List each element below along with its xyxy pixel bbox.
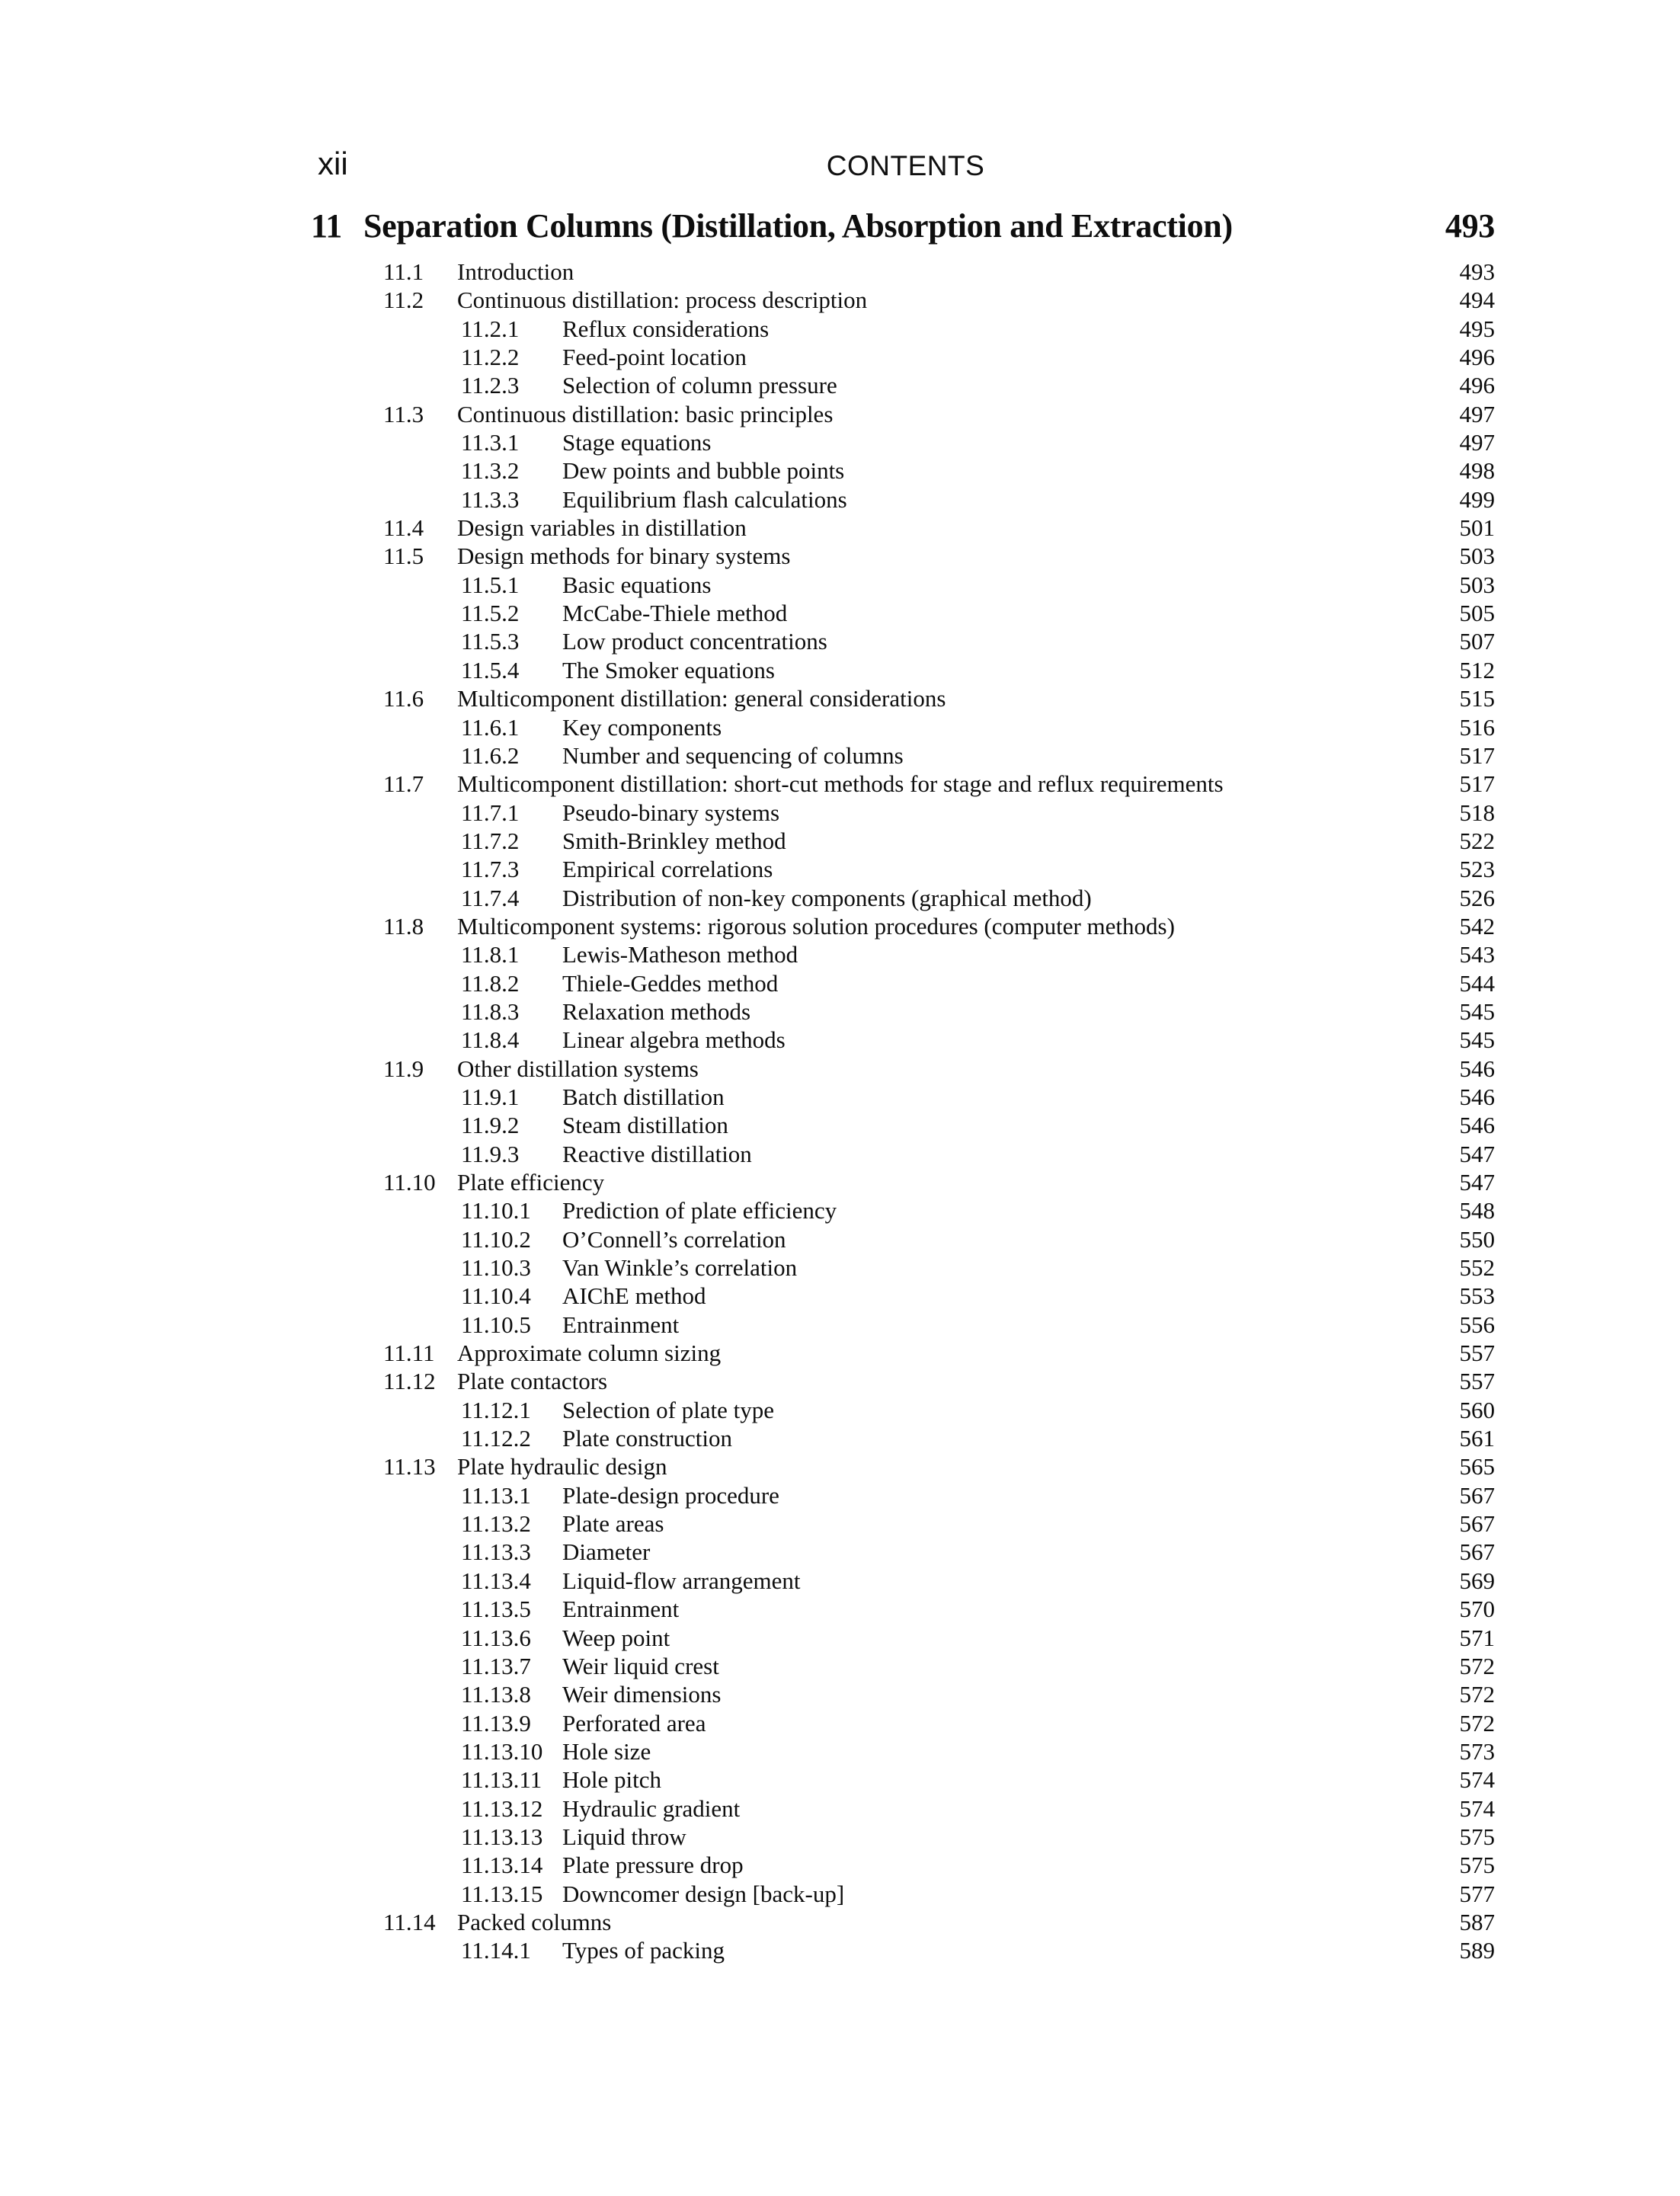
toc-entry (383, 1652, 1495, 1680)
toc-entry-page: 518 (1459, 799, 1495, 826)
toc-entry-title: O’Connell’s correlation (562, 1225, 786, 1253)
toc-entry (383, 912, 1495, 940)
toc-entry (383, 1936, 1495, 1964)
toc-entry-title: Entrainment (562, 1311, 680, 1338)
toc-entry-page: 587 (1459, 1908, 1495, 1935)
toc-entry-page: 526 (1459, 884, 1495, 911)
toc-entry (383, 1851, 1495, 1879)
toc-entry-page: 505 (1459, 600, 1495, 627)
toc-entry-title: Continuous distillation: process description (457, 287, 868, 314)
toc-entry-page: 570 (1459, 1596, 1495, 1623)
toc-entry-page: 573 (1459, 1737, 1495, 1765)
toc-entry-number: 11.7.2 (461, 827, 520, 854)
toc-entry (383, 571, 1495, 599)
toc-entry (383, 827, 1495, 855)
toc-entry-page: 560 (1459, 1396, 1495, 1423)
toc-entry-page: 571 (1459, 1624, 1495, 1651)
toc-entry-page: 567 (1459, 1481, 1495, 1509)
toc-entry-number: 11.5.1 (461, 571, 520, 598)
toc-entry-title: Plate efficiency (457, 1169, 605, 1196)
toc-entry-title: Hole pitch (562, 1766, 661, 1794)
toc-entry-page: 575 (1459, 1852, 1495, 1879)
toc-entry-page: 565 (1459, 1453, 1495, 1481)
toc-entry-number: 11.13.11 (461, 1766, 542, 1794)
toc-entry-page: 545 (1459, 997, 1495, 1025)
toc-entry (383, 1253, 1495, 1282)
toc-entry-number: 11.5 (383, 543, 424, 570)
toc-entry-title: Liquid-flow arrangement (562, 1567, 801, 1594)
chapter-title: Separation Columns (Distillation, Absorption and Extraction) (363, 207, 1233, 245)
toc-entry-title: Equilibrium flash calculations (562, 485, 847, 513)
toc-entry (383, 684, 1495, 712)
toc-entry-title: Reflux considerations (562, 315, 770, 342)
toc-entry-title: Plate-design procedure (562, 1481, 779, 1509)
toc-entry-number: 11.8.4 (461, 1026, 520, 1054)
toc-entry-number: 11.13.8 (461, 1681, 531, 1708)
chapter-number: 11 (311, 207, 342, 245)
toc-entry-number: 11.8.3 (461, 997, 520, 1025)
toc-entry-page: 552 (1459, 1254, 1495, 1282)
toc-entry-title: Low product concentrations (562, 628, 827, 655)
toc-entry-number: 11.13 (383, 1453, 436, 1481)
toc-entry-number: 11.9.1 (461, 1083, 520, 1110)
toc-entry (383, 1055, 1495, 1083)
toc-entry-page: 493 (1459, 258, 1495, 285)
toc-entry (383, 599, 1495, 627)
toc-entry-title: Plate contactors (457, 1368, 608, 1395)
toc-entry-page: 517 (1459, 770, 1495, 798)
toc-entry-page: 498 (1459, 457, 1495, 485)
toc-entry-page: 567 (1459, 1510, 1495, 1538)
toc-entry (383, 1538, 1495, 1566)
toc-entry (383, 1452, 1495, 1481)
toc-entry (383, 1709, 1495, 1737)
toc-entry (383, 1680, 1495, 1708)
toc-entry-number: 11.3 (383, 400, 424, 427)
toc-entry-title: Selection of plate type (562, 1396, 775, 1423)
toc-entry-title: Downcomer design [back-up] (562, 1880, 845, 1907)
toc-entry (383, 1624, 1495, 1652)
toc-entry-title: Weir liquid crest (562, 1652, 719, 1679)
toc-entry (383, 656, 1495, 684)
toc-entry-number: 11.8.2 (461, 969, 520, 997)
toc-entry (383, 713, 1495, 741)
toc-entry-page: 572 (1459, 1709, 1495, 1737)
toc-entry-page: 503 (1459, 543, 1495, 570)
toc-entry-number: 11.2 (383, 287, 424, 314)
toc-entry-number: 11.13.15 (461, 1880, 543, 1907)
toc-entry-page: 503 (1459, 571, 1495, 598)
toc-entry (383, 1111, 1495, 1139)
toc-entry-number: 11.7.1 (461, 799, 520, 826)
toc-entry-number: 11.10.1 (461, 1197, 531, 1224)
toc-entry-page: 545 (1459, 1026, 1495, 1054)
toc-entry-title: Stage equations (562, 429, 712, 456)
toc-entry-number: 11.13.2 (461, 1510, 531, 1538)
toc-entry-page: 574 (1459, 1794, 1495, 1822)
toc-entry-title: Hole size (562, 1737, 651, 1765)
toc-entry-number: 11.13.5 (461, 1596, 531, 1623)
toc-entry-title: Thiele-Geddes method (562, 969, 779, 997)
toc-entry (383, 799, 1495, 827)
toc-entry-number: 11.13.6 (461, 1624, 531, 1651)
toc-entry-title: Van Winkle’s correlation (562, 1254, 798, 1282)
toc-entry-number: 11.10.3 (461, 1254, 531, 1282)
toc-entry-page: 589 (1459, 1937, 1495, 1964)
toc-entry-title: AIChE method (562, 1282, 706, 1310)
toc-entry-number: 11.13.10 (461, 1737, 543, 1765)
toc-entry-title: Weir dimensions (562, 1681, 722, 1708)
toc-entry-number: 11.10 (383, 1169, 436, 1196)
toc-entry-page: 543 (1459, 941, 1495, 968)
toc-entry (383, 315, 1495, 343)
toc-entry-page: 501 (1459, 514, 1495, 542)
toc-entry-title: Feed-point location (562, 344, 747, 371)
toc-entry-number: 11.14.1 (461, 1937, 531, 1964)
toc-entry (383, 940, 1495, 968)
toc-entry-number: 11.3.3 (461, 485, 520, 513)
toc-entry-title: Weep point (562, 1624, 670, 1651)
toc-entry-number: 11.10.5 (461, 1311, 531, 1338)
toc-entry-page: 550 (1459, 1225, 1495, 1253)
toc-entry-title: Entrainment (562, 1596, 680, 1623)
toc-entry-number: 11.13.4 (461, 1567, 531, 1594)
toc-entry (383, 1083, 1495, 1111)
toc-entry (383, 1026, 1495, 1054)
folio-page-number: xii (318, 146, 348, 181)
toc-entry-page: 572 (1459, 1681, 1495, 1708)
toc-entry-number: 11.9.3 (461, 1140, 520, 1167)
toc-entry-title: Smith-Brinkley method (562, 827, 786, 854)
toc-entry (383, 1481, 1495, 1509)
toc-entry-title: Key components (562, 713, 722, 741)
toc-entry-title: Design variables in distillation (457, 514, 747, 542)
toc-entry-number: 11.14 (383, 1908, 436, 1935)
toc-entry (383, 1765, 1495, 1794)
toc-entry-title: Lewis-Matheson method (562, 941, 798, 968)
toc-entry-page: 567 (1459, 1538, 1495, 1566)
toc-entry (383, 997, 1495, 1026)
toc-entry (383, 400, 1495, 428)
toc-entry-page: 553 (1459, 1282, 1495, 1310)
toc-entry (383, 741, 1495, 770)
toc-entry (383, 1737, 1495, 1765)
toc-entry (383, 1311, 1495, 1339)
toc-entry-page: 516 (1459, 713, 1495, 741)
toc-entry-page: 561 (1459, 1425, 1495, 1452)
toc-entry-title: Plate areas (562, 1510, 664, 1538)
toc-entry-page: 548 (1459, 1197, 1495, 1224)
toc-entry (383, 1196, 1495, 1224)
toc-entry-title: Selection of column pressure (562, 372, 837, 399)
toc-entry (383, 884, 1495, 912)
toc-entry-title: Relaxation methods (562, 997, 751, 1025)
toc-entry (383, 1225, 1495, 1253)
toc-entry (383, 1140, 1495, 1168)
toc-entry-title: Multicomponent systems: rigorous solution procedures (computer methods) (457, 912, 1175, 940)
toc-entry-number: 11.3.2 (461, 457, 520, 485)
toc-entry-title: Empirical correlations (562, 856, 773, 883)
toc-entry (383, 542, 1495, 570)
toc-entry-number: 11.5.3 (461, 628, 520, 655)
toc-entry-title: Multicomponent distillation: short-cut methods for stage and reflux requirements (457, 770, 1224, 798)
toc-entry-title: Packed columns (457, 1908, 612, 1935)
toc-entry-title: Plate pressure drop (562, 1852, 744, 1879)
toc-entry (383, 1339, 1495, 1367)
toc-entry-number: 11.2.2 (461, 344, 520, 371)
toc-entry-title: Multicomponent distillation: general considerations (457, 685, 946, 712)
toc-entry-page: 494 (1459, 287, 1495, 314)
toc-entry (383, 969, 1495, 997)
toc-entry-page: 575 (1459, 1823, 1495, 1850)
toc-entry-page: 495 (1459, 315, 1495, 342)
toc-entry-number: 11.5.4 (461, 656, 520, 683)
toc-entry-title: Other distillation systems (457, 1055, 699, 1082)
toc-entry (383, 1168, 1495, 1196)
toc-entry-page: 496 (1459, 344, 1495, 371)
toc-entry-number: 11.1 (383, 258, 424, 285)
toc-entry-number: 11.13.3 (461, 1538, 531, 1566)
toc-entry-number: 11.13.14 (461, 1852, 543, 1879)
toc-entry (383, 770, 1495, 798)
toc-entry-number: 11.9 (383, 1055, 424, 1082)
toc-entry (383, 485, 1495, 514)
toc-entry-title: Dew points and bubble points (562, 457, 845, 485)
toc-list (383, 258, 1495, 1965)
toc-entry-number: 11.6 (383, 685, 424, 712)
toc-entry-title: Liquid throw (562, 1823, 686, 1850)
toc-entry-number: 11.10.4 (461, 1282, 531, 1310)
toc-entry-number: 11.13.1 (461, 1481, 531, 1509)
toc-entry-title: Types of packing (562, 1937, 725, 1964)
toc-entry-title: Linear algebra methods (562, 1026, 786, 1054)
toc-entry-title: Basic equations (562, 571, 712, 598)
toc-entry-title: McCabe-Thiele method (562, 600, 788, 627)
toc-entry-page: 547 (1459, 1140, 1495, 1167)
toc-entry (383, 428, 1495, 456)
toc-entry (383, 514, 1495, 542)
toc-entry (383, 1823, 1495, 1851)
toc-entry-number: 11.11 (383, 1340, 435, 1367)
toc-entry (383, 1908, 1495, 1936)
toc-entry-number: 11.7.3 (461, 856, 520, 883)
toc-entry-page: 523 (1459, 856, 1495, 883)
toc-entry (383, 1282, 1495, 1310)
toc-entry-page: 546 (1459, 1083, 1495, 1110)
toc-entry-title: Introduction (457, 258, 574, 285)
toc-entry-page: 499 (1459, 485, 1495, 513)
toc-entry (383, 1880, 1495, 1908)
toc-entry-title: The Smoker equations (562, 656, 775, 683)
toc-entry-title: Number and sequencing of columns (562, 741, 904, 769)
toc-entry-title: Prediction of plate efficiency (562, 1197, 837, 1224)
toc-entry-page: 517 (1459, 741, 1495, 769)
chapter-page-number: 493 (1445, 207, 1495, 245)
toc-entry-title: Plate hydraulic design (457, 1453, 667, 1481)
toc-entry (383, 1794, 1495, 1823)
toc-entry-title: Design methods for binary systems (457, 543, 791, 570)
toc-entry-number: 11.7.4 (461, 884, 520, 911)
toc-entry (383, 343, 1495, 371)
toc-entry-number: 11.13.7 (461, 1652, 531, 1679)
toc-entry-title: Hydraulic gradient (562, 1794, 741, 1822)
toc-entry (383, 1509, 1495, 1538)
toc-entry-page: 572 (1459, 1652, 1495, 1679)
toc-entry-title: Distribution of non-key components (graphical method) (562, 884, 1092, 911)
running-head-title: CONTENTS (826, 150, 985, 181)
toc-entry-title: Diameter (562, 1538, 651, 1566)
toc-entry-page: 557 (1459, 1368, 1495, 1395)
toc-entry-number: 11.12.2 (461, 1425, 531, 1452)
toc-entry-number: 11.12.1 (461, 1396, 531, 1423)
toc-entry-page: 515 (1459, 685, 1495, 712)
toc-entry (383, 1367, 1495, 1395)
toc-entry-page: 557 (1459, 1340, 1495, 1367)
toc-entry-number: 11.13.13 (461, 1823, 543, 1850)
toc-entry-title: Plate construction (562, 1425, 732, 1452)
toc-entry-page: 547 (1459, 1169, 1495, 1196)
toc-entry-title: Batch distillation (562, 1083, 725, 1110)
toc-entry-number: 11.13.9 (461, 1709, 531, 1737)
toc-entry-page: 507 (1459, 628, 1495, 655)
toc-entry-number: 11.8.1 (461, 941, 520, 968)
toc-entry-title: Continuous distillation: basic principles (457, 400, 834, 427)
toc-entry (383, 371, 1495, 399)
toc-entry (383, 1595, 1495, 1623)
toc-entry-number: 11.13.12 (461, 1794, 543, 1822)
toc-entry-number: 11.6.1 (461, 713, 520, 741)
toc-entry-number: 11.6.2 (461, 741, 520, 769)
toc-entry-page: 542 (1459, 912, 1495, 940)
toc-entry-number: 11.5.2 (461, 600, 520, 627)
toc-entry-title: Pseudo-binary systems (562, 799, 780, 826)
toc-entry-page: 512 (1459, 656, 1495, 683)
toc-entry (383, 258, 1495, 286)
toc-entry (383, 627, 1495, 655)
toc-entry-page: 546 (1459, 1112, 1495, 1139)
toc-entry (383, 1424, 1495, 1452)
toc-entry-number: 11.7 (383, 770, 424, 798)
toc-entry (383, 1396, 1495, 1424)
toc-entry-title: Reactive distillation (562, 1140, 752, 1167)
toc-entry-page: 574 (1459, 1766, 1495, 1794)
toc-entry-page: 546 (1459, 1055, 1495, 1082)
toc-entry-page: 497 (1459, 429, 1495, 456)
toc-entry-number: 11.2.3 (461, 372, 520, 399)
toc-entry-page: 569 (1459, 1567, 1495, 1594)
toc-entry (383, 1567, 1495, 1595)
toc-entry-number: 11.10.2 (461, 1225, 531, 1253)
toc-entry-number: 11.9.2 (461, 1112, 520, 1139)
toc-entry (383, 456, 1495, 485)
toc-entry-page: 496 (1459, 372, 1495, 399)
toc-entry-title: Steam distillation (562, 1112, 728, 1139)
toc-entry-number: 11.4 (383, 514, 424, 542)
toc-entry-title: Approximate column sizing (457, 1340, 722, 1367)
chapter-heading (311, 207, 1495, 245)
toc-entry-page: 497 (1459, 400, 1495, 427)
toc-entry-page: 522 (1459, 827, 1495, 854)
toc-entry-page: 544 (1459, 969, 1495, 997)
toc-entry-number: 11.12 (383, 1368, 436, 1395)
toc-entry (383, 286, 1495, 314)
toc-entry-page: 577 (1459, 1880, 1495, 1907)
toc-entry (383, 855, 1495, 883)
toc-entry-number: 11.3.1 (461, 429, 520, 456)
toc-entry-title: Perforated area (562, 1709, 706, 1737)
running-head (316, 148, 1495, 186)
toc-entry-page: 556 (1459, 1311, 1495, 1338)
toc-entry-number: 11.2.1 (461, 315, 520, 342)
toc-entry-number: 11.8 (383, 912, 424, 940)
